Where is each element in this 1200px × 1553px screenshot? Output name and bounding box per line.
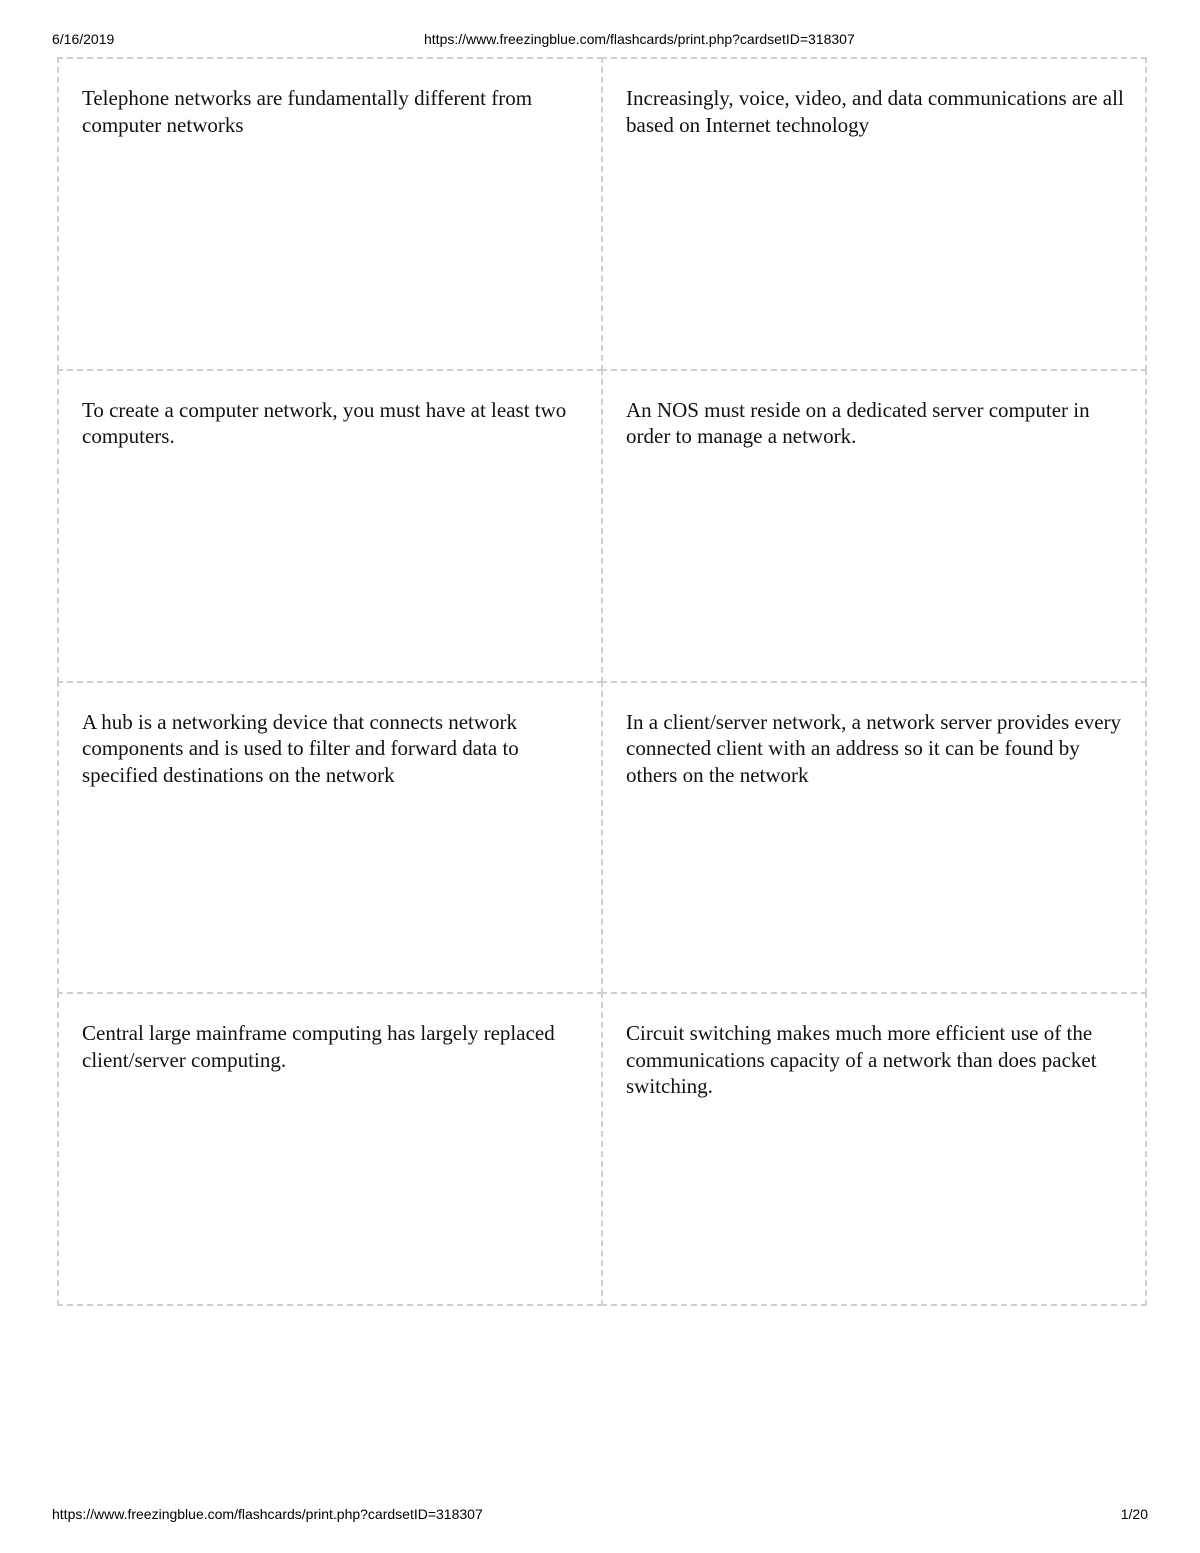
- print-date: 6/16/2019: [52, 31, 115, 47]
- print-header-url: https://www.freezingblue.com/flashcards/print.php?cardsetID=318307: [424, 31, 855, 47]
- flashcard-text: Increasingly, voice, video, and data communications are all based on Internet technology: [626, 86, 1124, 137]
- flashcard-text: In a client/server network, a network server provides every connected client with an address so it can be found by others on the network: [626, 709, 1122, 787]
- flashcard: [57, 681, 603, 995]
- flashcard-text: Central large mainframe computing has largely replaced client/server computing.: [82, 1021, 555, 1072]
- flashcard-grid: [57, 57, 1145, 1304]
- flashcard-text: To create a computer network, you must have at least two computers.: [82, 397, 567, 449]
- flashcard: [601, 57, 1147, 371]
- flashcard: [57, 369, 603, 683]
- flashcard: [601, 992, 1147, 1306]
- page-number: 1/20: [1120, 1506, 1148, 1522]
- flashcard: [57, 992, 603, 1306]
- flashcard: [601, 369, 1147, 683]
- print-footer-url: https://www.freezingblue.com/flashcards/print.php?cardsetID=318307: [52, 1506, 483, 1522]
- flashcard-text: An NOS must reside on a dedicated server computer in order to manage a network.: [626, 397, 1090, 449]
- flashcard-text: Circuit switching makes much more efficient use of the communications capacity of a network than does packet switching.: [626, 1021, 1097, 1099]
- flashcard: [601, 681, 1147, 995]
- flashcard-text: A hub is a networking device that connects network components and is used to filter and forward data to specified destinations on the network: [82, 709, 519, 787]
- flashcard-text: Telephone networks are fundamentally different from computer networks: [82, 86, 533, 137]
- flashcard: [57, 57, 603, 371]
